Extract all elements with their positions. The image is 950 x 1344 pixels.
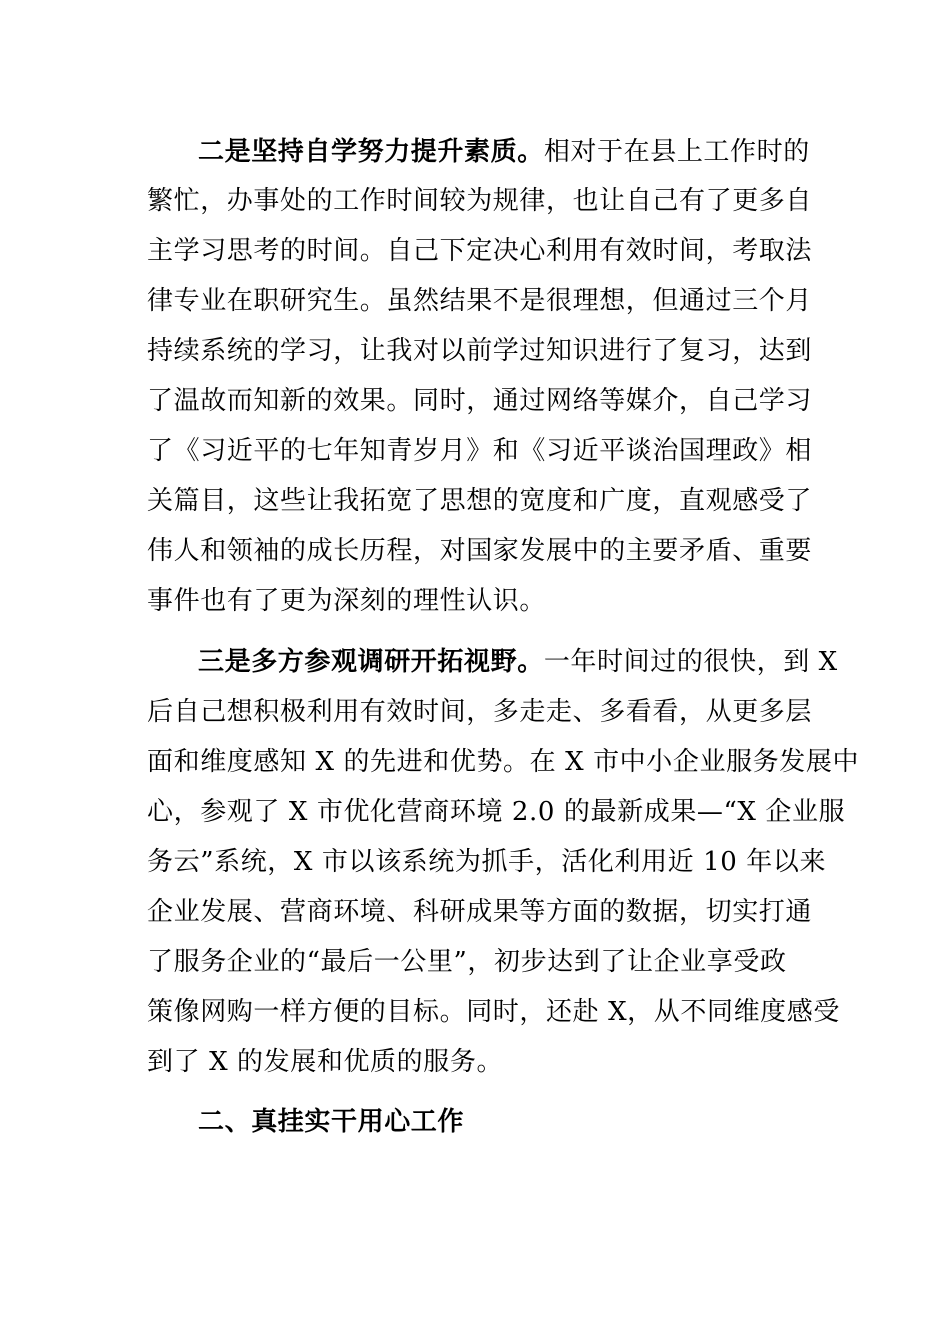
paragraph-1-line-10: 事件也有了更为深刻的理性认识。 (147, 586, 547, 616)
paragraph-1-lead: 二是坚持自学努力提升素质。 (198, 137, 544, 167)
paragraph-2-line-3: 面和维度感知 X 的先进和优势。在 X 市中小企业服务发展中 (147, 747, 860, 777)
paragraph-2-text: 一年时间过的很快，到 X (543, 647, 838, 677)
paragraph-1-line-5: 持续系统的学习，让我对以前学过知识进行了复习，达到 (147, 336, 813, 366)
paragraph-1-line-9: 伟人和领袖的成长历程，对国家发展中的主要矛盾、重要 (147, 536, 813, 566)
paragraph-1-line-2: 繁忙，办事处的工作时间较为规律，也让自己有了更多自 (147, 186, 813, 216)
paragraph-1-line-4: 律专业在职研究生。虽然结果不是很理想，但通过三个月 (147, 286, 813, 316)
paragraph-2-line-2: 后自己想积极利用有效时间，多走走、多看看，从更多层 (147, 697, 813, 727)
paragraph-1-line-3: 主学习思考的时间。自己下定决心利用有效时间，考取法 (147, 236, 813, 266)
paragraph-1-line-1 (198, 137, 810, 167)
paragraph-2-line-5: 务云”系统，X 市以该系统为抓手，活化利用近 10 年以来 (147, 847, 827, 877)
paragraph-2-line-1 (198, 647, 838, 677)
paragraph-1-text: 相对于在县上工作时的 (543, 137, 810, 167)
paragraph-2-line-6: 企业发展、营商环境、科研成果等方面的数据，切实打通 (147, 897, 813, 927)
paragraph-2-line-8: 策像网购一样方便的目标。同时，还赴 X，从不同维度感受 (147, 997, 840, 1027)
paragraph-2-line-9: 到了 X 的发展和优质的服务。 (147, 1047, 504, 1077)
paragraph-2-line-4: 心，参观了 X 市优化营商环境 2.0 的最新成果—“X 企业服 (147, 797, 846, 827)
paragraph-2-lead: 三是多方参观调研开拓视野。 (198, 647, 544, 677)
paragraph-1-line-8: 关篇目，这些让我拓宽了思想的宽度和广度，直观感受了 (147, 486, 813, 516)
paragraph-1-line-6: 了温故而知新的效果。同时，通过网络等媒介，自己学习 (147, 386, 813, 416)
paragraph-1-line-7: 了《习近平的七年知青岁月》和《习近平谈治国理政》相 (147, 436, 813, 466)
section-heading: 二、真挂实干用心工作 (198, 1107, 465, 1137)
paragraph-2-line-7: 了服务企业的“最后一公里”，初步达到了让企业享受政 (147, 947, 787, 977)
